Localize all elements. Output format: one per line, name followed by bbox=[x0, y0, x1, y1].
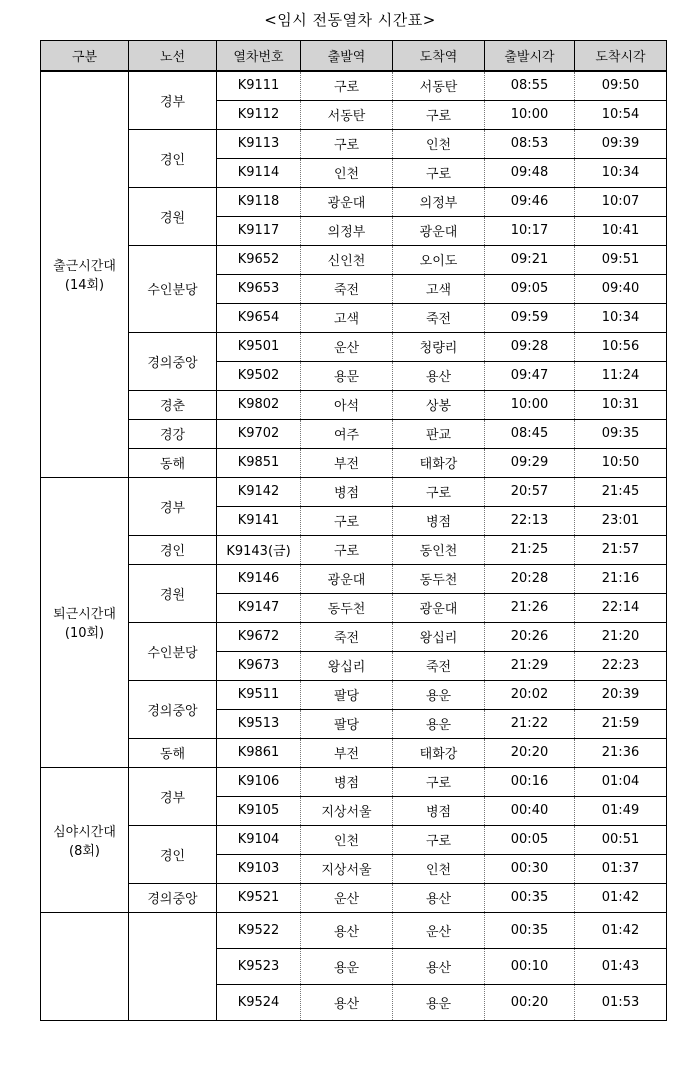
cell-train-number: K9117 bbox=[217, 216, 301, 245]
cell-departure-station: 광운대 bbox=[301, 564, 393, 593]
table-row bbox=[41, 825, 667, 854]
cell-departure-time: 21:22 bbox=[485, 709, 575, 738]
cell-arrival-station: 광운대 bbox=[393, 216, 485, 245]
cell-departure-time: 20:20 bbox=[485, 738, 575, 767]
cell-departure-station: 용문 bbox=[301, 361, 393, 390]
cell-train-number: K9113 bbox=[217, 129, 301, 158]
cell-departure-time: 08:45 bbox=[485, 419, 575, 448]
cell-departure-station: 의정부 bbox=[301, 216, 393, 245]
cell-arrival-station: 용산 bbox=[393, 948, 485, 984]
line-label: 경춘 bbox=[129, 390, 217, 419]
timetable bbox=[40, 40, 667, 1021]
table-row bbox=[41, 187, 667, 216]
table-row bbox=[41, 622, 667, 651]
cell-arrival-time: 01:37 bbox=[575, 854, 667, 883]
cell-departure-station: 아석 bbox=[301, 390, 393, 419]
page-title: <임시 전동열차 시간표> bbox=[264, 11, 436, 29]
cell-departure-station: 왕십리 bbox=[301, 651, 393, 680]
cell-train-number: K9521 bbox=[217, 883, 301, 912]
cell-arrival-time: 10:34 bbox=[575, 158, 667, 187]
cell-arrival-station: 태화강 bbox=[393, 448, 485, 477]
cell-departure-station: 지상서울 bbox=[301, 796, 393, 825]
cell-departure-station: 구로 bbox=[301, 506, 393, 535]
cell-departure-station: 병점 bbox=[301, 477, 393, 506]
line-label: 경의중앙 bbox=[129, 332, 217, 390]
cell-train-number: K9143(금) bbox=[217, 535, 301, 564]
cell-arrival-time: 01:42 bbox=[575, 883, 667, 912]
cell-arrival-station: 동두천 bbox=[393, 564, 485, 593]
cell-departure-time: 10:00 bbox=[485, 100, 575, 129]
cell-arrival-time: 09:40 bbox=[575, 274, 667, 303]
cell-train-number: K9141 bbox=[217, 506, 301, 535]
table-row bbox=[41, 245, 667, 274]
cell-departure-time: 21:25 bbox=[485, 535, 575, 564]
header-category: 구분 bbox=[41, 41, 129, 72]
line-label: 경강 bbox=[129, 419, 217, 448]
cell-train-number: K9523 bbox=[217, 948, 301, 984]
cell-departure-time: 20:26 bbox=[485, 622, 575, 651]
cell-departure-time: 21:29 bbox=[485, 651, 575, 680]
cell-departure-time: 00:35 bbox=[485, 883, 575, 912]
cell-train-number: K9654 bbox=[217, 303, 301, 332]
cell-departure-time: 21:26 bbox=[485, 593, 575, 622]
cell-arrival-station: 인천 bbox=[393, 129, 485, 158]
line-label: 경의중앙 bbox=[129, 883, 217, 912]
line-label: 수인분당 bbox=[129, 245, 217, 332]
cell-arrival-station: 광운대 bbox=[393, 593, 485, 622]
group-label: 심야시간대 (8회) bbox=[41, 767, 129, 912]
cell-train-number: K9106 bbox=[217, 767, 301, 796]
cell-arrival-time: 09:35 bbox=[575, 419, 667, 448]
cell-arrival-time: 21:45 bbox=[575, 477, 667, 506]
cell-arrival-time: 10:54 bbox=[575, 100, 667, 129]
cell-arrival-time: 21:59 bbox=[575, 709, 667, 738]
cell-departure-station: 구로 bbox=[301, 129, 393, 158]
cell-departure-station: 고색 bbox=[301, 303, 393, 332]
line-label: 경인 bbox=[129, 535, 217, 564]
cell-train-number: K9501 bbox=[217, 332, 301, 361]
cell-departure-time: 00:40 bbox=[485, 796, 575, 825]
cell-train-number: K9673 bbox=[217, 651, 301, 680]
cell-arrival-station: 구로 bbox=[393, 825, 485, 854]
cell-departure-time: 09:46 bbox=[485, 187, 575, 216]
cell-train-number: K9522 bbox=[217, 912, 301, 948]
cell-departure-station: 구로 bbox=[301, 535, 393, 564]
group-label: 출근시간대 (14회) bbox=[41, 71, 129, 477]
cell-departure-time: 09:05 bbox=[485, 274, 575, 303]
cell-departure-time: 08:53 bbox=[485, 129, 575, 158]
cell-train-number: K9103 bbox=[217, 854, 301, 883]
cell-train-number: K9851 bbox=[217, 448, 301, 477]
cell-train-number: K9511 bbox=[217, 680, 301, 709]
table-row bbox=[41, 535, 667, 564]
cell-departure-time: 00:05 bbox=[485, 825, 575, 854]
cell-departure-station: 병점 bbox=[301, 767, 393, 796]
cell-train-number: K9861 bbox=[217, 738, 301, 767]
cell-departure-time: 09:48 bbox=[485, 158, 575, 187]
table-row bbox=[41, 883, 667, 912]
cell-departure-time: 09:28 bbox=[485, 332, 575, 361]
cell-departure-time: 00:35 bbox=[485, 912, 575, 948]
table-row bbox=[41, 912, 667, 948]
group-label: 퇴근시간대 (10회) bbox=[41, 477, 129, 767]
cell-train-number: K9104 bbox=[217, 825, 301, 854]
cell-departure-station: 서동탄 bbox=[301, 100, 393, 129]
cell-arrival-station: 인천 bbox=[393, 854, 485, 883]
table-row bbox=[41, 129, 667, 158]
table-row bbox=[41, 71, 667, 100]
cell-train-number: K9502 bbox=[217, 361, 301, 390]
line-label: 동해 bbox=[129, 738, 217, 767]
cell-arrival-station: 오이도 bbox=[393, 245, 485, 274]
header-departure-time: 출발시각 bbox=[485, 41, 575, 72]
cell-arrival-station: 동인천 bbox=[393, 535, 485, 564]
cell-arrival-time: 01:43 bbox=[575, 948, 667, 984]
cell-train-number: K9702 bbox=[217, 419, 301, 448]
cell-departure-station: 지상서울 bbox=[301, 854, 393, 883]
cell-arrival-time: 01:42 bbox=[575, 912, 667, 948]
cell-train-number: K9146 bbox=[217, 564, 301, 593]
table-row bbox=[41, 738, 667, 767]
cell-arrival-time: 09:50 bbox=[575, 71, 667, 100]
table-row bbox=[41, 767, 667, 796]
cell-departure-station: 신인천 bbox=[301, 245, 393, 274]
cell-arrival-station: 구로 bbox=[393, 158, 485, 187]
line-label: 수인분당 bbox=[129, 622, 217, 680]
header-row bbox=[41, 41, 667, 72]
cell-train-number: K9652 bbox=[217, 245, 301, 274]
cell-departure-station: 죽전 bbox=[301, 274, 393, 303]
cell-departure-station: 인천 bbox=[301, 825, 393, 854]
cell-arrival-time: 10:31 bbox=[575, 390, 667, 419]
cell-arrival-station: 왕십리 bbox=[393, 622, 485, 651]
cell-departure-time: 00:30 bbox=[485, 854, 575, 883]
table-row bbox=[41, 477, 667, 506]
cell-arrival-station: 구로 bbox=[393, 767, 485, 796]
cell-arrival-station: 청량리 bbox=[393, 332, 485, 361]
cell-arrival-station: 죽전 bbox=[393, 651, 485, 680]
group-label bbox=[41, 912, 129, 1020]
cell-departure-time: 09:59 bbox=[485, 303, 575, 332]
cell-arrival-station: 판교 bbox=[393, 419, 485, 448]
cell-arrival-time: 10:50 bbox=[575, 448, 667, 477]
cell-arrival-station: 운산 bbox=[393, 912, 485, 948]
cell-arrival-time: 21:57 bbox=[575, 535, 667, 564]
cell-arrival-station: 고색 bbox=[393, 274, 485, 303]
cell-arrival-station: 용운 bbox=[393, 680, 485, 709]
cell-departure-time: 09:21 bbox=[485, 245, 575, 274]
cell-arrival-station: 병점 bbox=[393, 796, 485, 825]
table-row bbox=[41, 680, 667, 709]
cell-arrival-station: 병점 bbox=[393, 506, 485, 535]
line-label: 경부 bbox=[129, 477, 217, 535]
line-label: 경원 bbox=[129, 187, 217, 245]
cell-departure-time: 10:17 bbox=[485, 216, 575, 245]
cell-arrival-time: 20:39 bbox=[575, 680, 667, 709]
cell-departure-time: 22:13 bbox=[485, 506, 575, 535]
cell-departure-time: 00:16 bbox=[485, 767, 575, 796]
cell-arrival-time: 10:41 bbox=[575, 216, 667, 245]
line-label: 경부 bbox=[129, 767, 217, 825]
cell-departure-station: 팔당 bbox=[301, 709, 393, 738]
cell-departure-time: 08:55 bbox=[485, 71, 575, 100]
header-train-number: 열차번호 bbox=[217, 41, 301, 72]
header-line: 노선 bbox=[129, 41, 217, 72]
cell-arrival-time: 11:24 bbox=[575, 361, 667, 390]
cell-departure-time: 20:02 bbox=[485, 680, 575, 709]
line-label: 경원 bbox=[129, 564, 217, 622]
cell-departure-time: 00:10 bbox=[485, 948, 575, 984]
cell-departure-station: 운산 bbox=[301, 883, 393, 912]
header-departure-station: 출발역 bbox=[301, 41, 393, 72]
cell-departure-station: 부전 bbox=[301, 448, 393, 477]
cell-arrival-station: 죽전 bbox=[393, 303, 485, 332]
cell-departure-time: 09:47 bbox=[485, 361, 575, 390]
cell-arrival-station: 용산 bbox=[393, 361, 485, 390]
cell-departure-station: 용산 bbox=[301, 912, 393, 948]
cell-arrival-time: 21:20 bbox=[575, 622, 667, 651]
cell-departure-station: 죽전 bbox=[301, 622, 393, 651]
cell-departure-station: 부전 bbox=[301, 738, 393, 767]
line-label: 경부 bbox=[129, 71, 217, 129]
cell-arrival-time: 23:01 bbox=[575, 506, 667, 535]
cell-train-number: K9653 bbox=[217, 274, 301, 303]
cell-train-number: K9142 bbox=[217, 477, 301, 506]
cell-train-number: K9105 bbox=[217, 796, 301, 825]
cell-departure-time: 20:57 bbox=[485, 477, 575, 506]
cell-arrival-station: 용산 bbox=[393, 883, 485, 912]
cell-arrival-station: 의정부 bbox=[393, 187, 485, 216]
cell-arrival-station: 구로 bbox=[393, 477, 485, 506]
cell-train-number: K9147 bbox=[217, 593, 301, 622]
cell-arrival-station: 구로 bbox=[393, 100, 485, 129]
cell-train-number: K9112 bbox=[217, 100, 301, 129]
line-label: 경인 bbox=[129, 825, 217, 883]
line-label: 경의중앙 bbox=[129, 680, 217, 738]
cell-train-number: K9513 bbox=[217, 709, 301, 738]
cell-arrival-time: 21:36 bbox=[575, 738, 667, 767]
cell-train-number: K9802 bbox=[217, 390, 301, 419]
cell-arrival-station: 서동탄 bbox=[393, 71, 485, 100]
table-row bbox=[41, 448, 667, 477]
line-label: 경인 bbox=[129, 129, 217, 187]
cell-arrival-time: 00:51 bbox=[575, 825, 667, 854]
cell-arrival-time: 09:51 bbox=[575, 245, 667, 274]
table-row bbox=[41, 332, 667, 361]
cell-train-number: K9111 bbox=[217, 71, 301, 100]
cell-arrival-station: 태화강 bbox=[393, 738, 485, 767]
cell-train-number: K9672 bbox=[217, 622, 301, 651]
cell-arrival-time: 10:07 bbox=[575, 187, 667, 216]
line-label bbox=[129, 912, 217, 1020]
cell-arrival-station: 용운 bbox=[393, 984, 485, 1020]
cell-arrival-time: 22:14 bbox=[575, 593, 667, 622]
cell-arrival-time: 01:04 bbox=[575, 767, 667, 796]
cell-departure-station: 운산 bbox=[301, 332, 393, 361]
cell-arrival-time: 01:53 bbox=[575, 984, 667, 1020]
cell-arrival-station: 상봉 bbox=[393, 390, 485, 419]
cell-departure-station: 동두천 bbox=[301, 593, 393, 622]
cell-train-number: K9114 bbox=[217, 158, 301, 187]
line-label: 동해 bbox=[129, 448, 217, 477]
cell-departure-station: 인천 bbox=[301, 158, 393, 187]
table-row bbox=[41, 564, 667, 593]
cell-departure-time: 10:00 bbox=[485, 390, 575, 419]
cell-departure-time: 09:29 bbox=[485, 448, 575, 477]
cell-arrival-time: 22:23 bbox=[575, 651, 667, 680]
cell-departure-station: 광운대 bbox=[301, 187, 393, 216]
cell-arrival-time: 09:39 bbox=[575, 129, 667, 158]
cell-arrival-time: 10:56 bbox=[575, 332, 667, 361]
cell-departure-station: 용산 bbox=[301, 984, 393, 1020]
header-arrival-station: 도착역 bbox=[393, 41, 485, 72]
cell-departure-station: 구로 bbox=[301, 71, 393, 100]
cell-departure-station: 팔당 bbox=[301, 680, 393, 709]
cell-train-number: K9118 bbox=[217, 187, 301, 216]
cell-arrival-station: 용운 bbox=[393, 709, 485, 738]
table-row bbox=[41, 419, 667, 448]
cell-arrival-time: 01:49 bbox=[575, 796, 667, 825]
cell-arrival-time: 21:16 bbox=[575, 564, 667, 593]
cell-departure-time: 20:28 bbox=[485, 564, 575, 593]
header-arrival-time: 도착시각 bbox=[575, 41, 667, 72]
cell-departure-time: 00:20 bbox=[485, 984, 575, 1020]
cell-arrival-time: 10:34 bbox=[575, 303, 667, 332]
cell-train-number: K9524 bbox=[217, 984, 301, 1020]
cell-departure-station: 용운 bbox=[301, 948, 393, 984]
table-row bbox=[41, 390, 667, 419]
cell-departure-station: 여주 bbox=[301, 419, 393, 448]
